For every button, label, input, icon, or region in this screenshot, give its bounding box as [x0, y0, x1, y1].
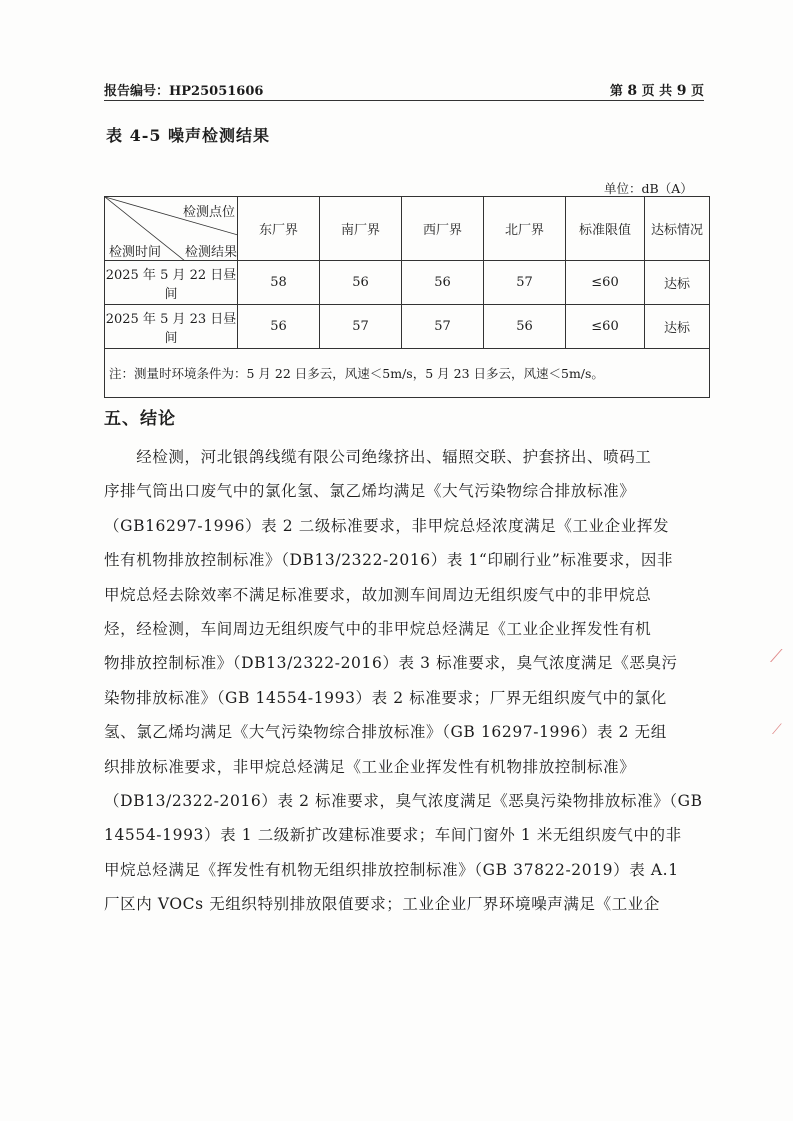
column-header: 北厂界 — [484, 197, 566, 261]
paragraph-line: 经检测，河北银鸽线缆有限公司绝缘挤出、辐照交联、护套挤出、喷码工 — [104, 448, 652, 466]
page-indicator: 第 8 页 共 9 页 — [609, 83, 704, 99]
table-row — [105, 305, 710, 349]
row-time: 2025 年 5 月 23 日昼间 — [105, 305, 238, 349]
corner-label-time: 检测时间 — [109, 245, 162, 260]
paragraph-line: （GB16297-1996）表 2 二级标准要求，非甲烷总烃浓度满足《工业企业挥发 — [104, 516, 670, 535]
noise-table — [104, 196, 710, 398]
paragraph-line: 性有机物排放控制标准》（DB13/2322-2016）表 1“印刷行业”标准要求，因非 — [104, 551, 674, 570]
paragraph-line: 氢、氯乙烯均满足《大气污染物综合排放标准》（GB 16297-1996）表 2 无组 — [104, 723, 667, 742]
table-cell: 达标 — [645, 305, 710, 349]
table-cell: 56 — [320, 261, 402, 305]
table-cell: 56 — [402, 261, 484, 305]
diagonal-header-cell — [105, 197, 238, 261]
column-header: 西厂界 — [402, 197, 484, 261]
stamp-edge-mark: ⟋ — [770, 646, 783, 667]
paragraph-line: （DB13/2322-2016）表 2 标准要求，臭气浓度满足《恶臭污染物排放标准》（GB — [104, 792, 703, 811]
stamp-edge-mark: ⟋ — [772, 722, 782, 738]
table-note-row — [105, 349, 710, 398]
page-total: 9 — [676, 83, 687, 99]
table-title: 表 4-5 噪声检测结果 — [106, 126, 271, 145]
corner-label-location: 检测点位 — [183, 205, 236, 220]
section-title: 五、结论 — [104, 409, 176, 429]
row-time: 2025 年 5 月 22 日昼间 — [105, 261, 238, 305]
table-cell: 58 — [238, 261, 320, 305]
table-note: 注：测量时环境条件为：5 月 22 日多云，风速＜5m/s，5 月 23 日多云，风速＜5m/s。 — [105, 349, 710, 398]
paragraph-line: 织排放标准要求，非甲烷总烃满足《工业企业挥发性有机物排放控制标准》 — [104, 757, 636, 776]
table-cell: 57 — [402, 305, 484, 349]
table-cell: ≤60 — [566, 305, 645, 349]
table-cell: 达标 — [645, 261, 710, 305]
corner-label-result: 检测结果 — [185, 245, 238, 260]
table-cell: 57 — [484, 261, 566, 305]
report-number: 报告编号：HP25051606 — [104, 84, 264, 99]
unit-label: 单位：dB（A） — [604, 181, 693, 196]
table-cell: ≤60 — [566, 261, 645, 305]
column-header: 达标情况 — [645, 197, 710, 261]
conclusion-paragraph — [104, 440, 704, 922]
paragraph-line: 14554-1993）表 1 二级新扩改建标准要求；车间门窗外 1 米无组织废气中的非 — [104, 826, 682, 845]
paragraph-line: 物排放控制标准》（DB13/2322-2016）表 3 标准要求，臭气浓度满足《恶臭污 — [104, 654, 678, 673]
column-header: 东厂界 — [238, 197, 320, 261]
table-cell: 56 — [484, 305, 566, 349]
table-row — [105, 261, 710, 305]
paragraph-line: 烃，经检测，车间周边无组织废气中的非甲烷总烃满足《工业企业挥发性有机 — [104, 620, 652, 639]
paragraph-line: 甲烷总烃满足《挥发性有机物无组织排放控制标准》（GB 37822-2019）表 A.1 — [104, 860, 679, 879]
paragraph-line: 甲烷总烃去除效率不满足标准要求，故加测车间周边无组织废气中的非甲烷总 — [104, 585, 652, 604]
paragraph-line: 序排气筒出口废气中的氯化氢、氯乙烯均满足《大气污染物综合排放标准》 — [104, 482, 636, 501]
page-number: 8 — [627, 83, 638, 99]
page-header — [104, 78, 704, 101]
paragraph-line: 染物排放标准》（GB 14554-1993）表 2 标准要求；厂界无组织废气中的氯化 — [104, 688, 667, 707]
table-header-row — [105, 197, 710, 261]
table-cell: 57 — [320, 305, 402, 349]
column-header: 南厂界 — [320, 197, 402, 261]
table-cell: 56 — [238, 305, 320, 349]
column-header: 标准限值 — [566, 197, 645, 261]
paragraph-line: 厂区内 VOCs 无组织特别排放限值要求；工业企业厂界环境噪声满足《工业企 — [104, 895, 660, 914]
